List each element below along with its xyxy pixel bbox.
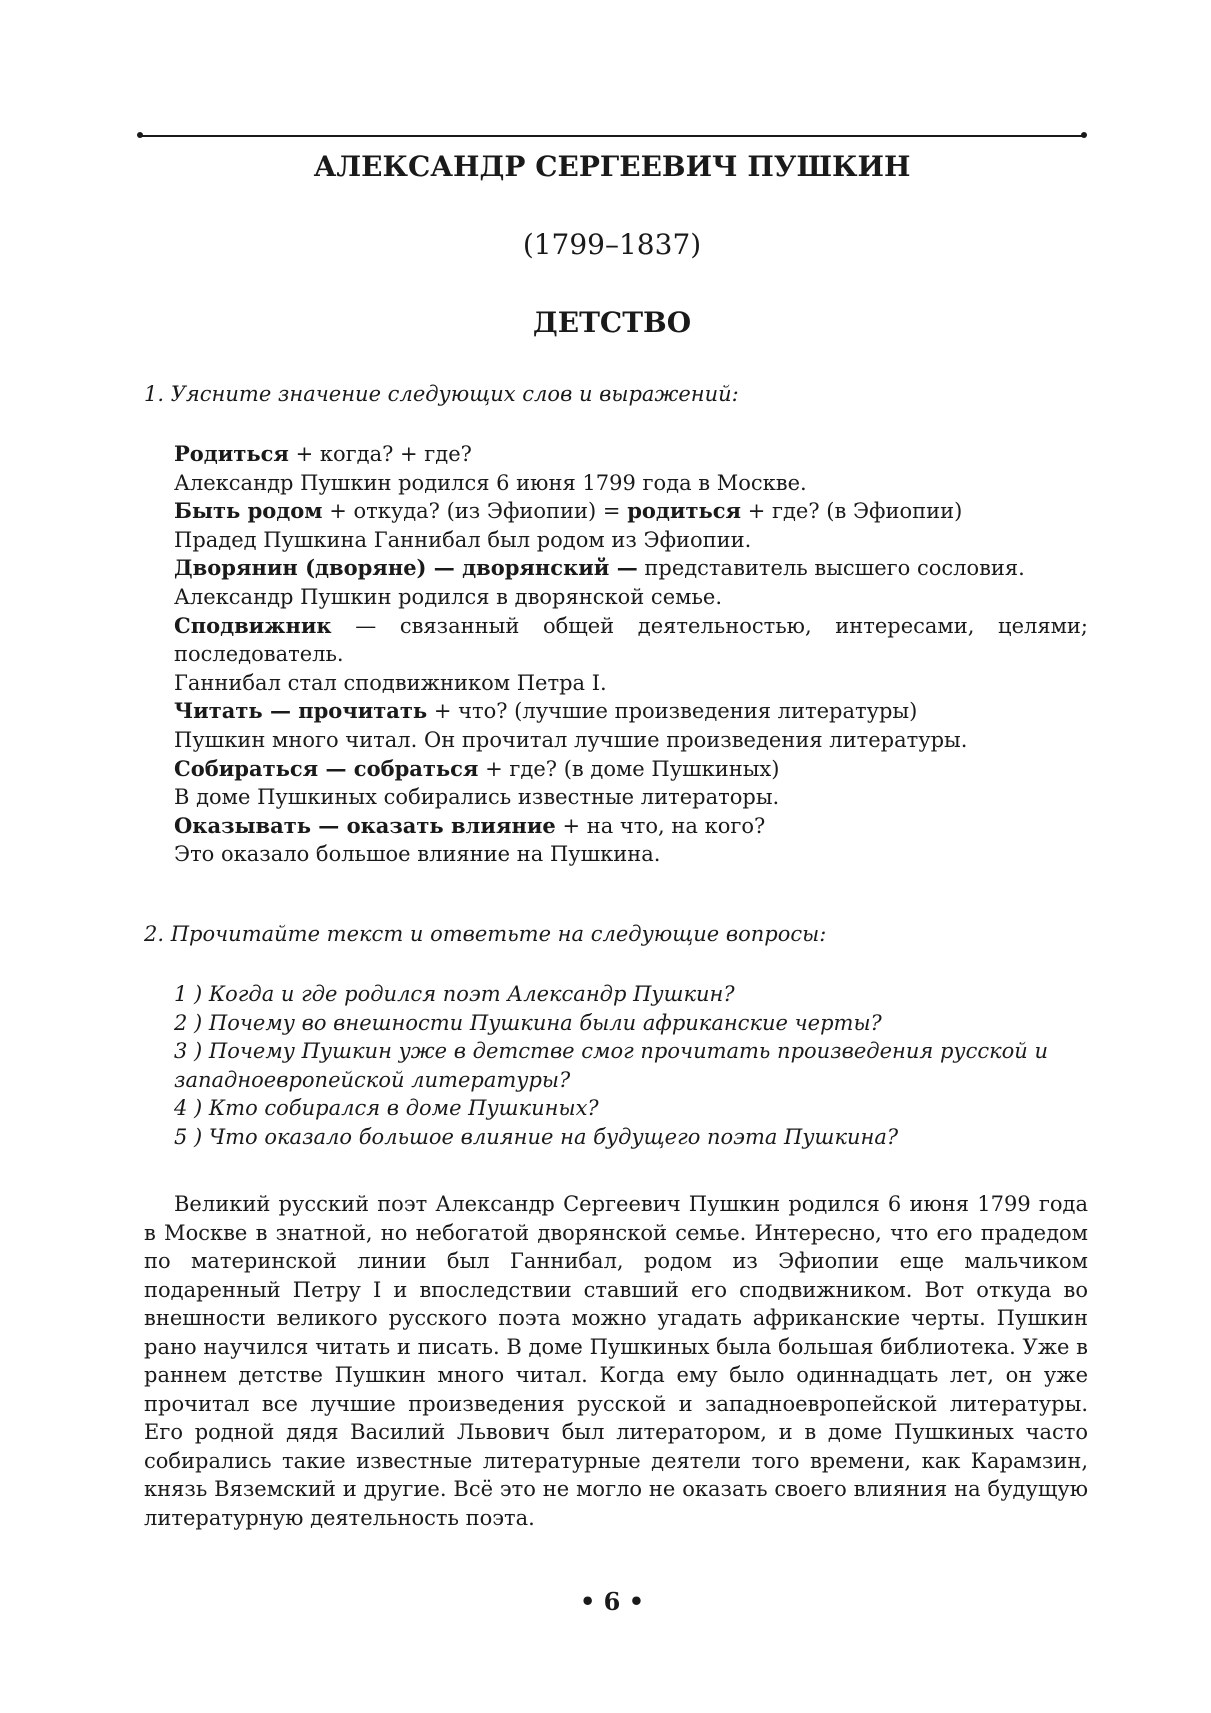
reading-text: Великий русский поэт Александр Сергеевич Пушкин родился 6 июня 1799 года в Москве в знатной, но небогатой дворянской семье. Интересно, что его прадедом по материнской линии был Ганнибал, родом из Эфиопии еще мальчиком подаренный Петру I и впоследствии ставший его сподвижником. Вот откуда во внешности великого русского поэта можно угадать африканские черты. Пушкин рано научился читать и писать. В доме Пушкиных была большая библиотека. Уже в раннем детстве Пушкин много читал. Когда ему было одиннадцать лет, он уже прочитал все лучшие произведения русской и западноевропейской литературы. Его родной дядя Василий Львович был литератором, и в доме Пушкиных часто собирались такие известные литературные деятели того времени, как Карамзин, князь Вяземский и другие. Всё это не могло не оказать своего влияния на будущую литературную деятельность поэта. [144, 1192, 1088, 1530]
vocab-line: Ганнибал стал сподвижником Петра I. [174, 670, 607, 695]
question-item: 5 ) Что оказало большое влияние на будущего поэта Пушкина? [174, 1124, 899, 1149]
vocab-line: Пушкин много читал. Он прочитал лучшие произведения литературы. [174, 727, 968, 752]
header-rule [140, 135, 1084, 137]
vocab-line: Александр Пушкин родился в дворянской семье. [174, 584, 722, 609]
questions-list [174, 980, 1088, 1152]
question-item: 1 ) Когда и где родился поэт Александр Пушкин? [174, 982, 735, 1006]
vocab-line: Родиться + когда? + где? [174, 441, 472, 466]
vocab-line: Быть родом + откуда? (из Эфиопии) = родиться + где? (в Эфиопии) [174, 498, 963, 524]
vocab-line: Это оказало большое влияние на Пушкина. [174, 842, 661, 867]
vocab-line: Дворянин (дворяне) — дворянский — представитель высшего сословия. [174, 555, 1025, 581]
vocab-line: Прадед Пушкина Ганнибал был родом из Эфиопии. [174, 527, 752, 552]
vocab-line: Сподвижник — связанный общей деятельностью, интересами, целями; последователь. [174, 612, 1088, 667]
page-number: • 6 • [579, 1587, 645, 1616]
task1-title: 1. Уясните значение следующих слов и выражений: [144, 382, 739, 406]
task2-title: 2. Прочитайте текст и ответьте на следующие вопросы: [144, 922, 827, 946]
chapter-title: ДЕТСТВО [532, 306, 692, 339]
question-item: 2 ) Почему во внешности Пушкина были африканские черты? [174, 1010, 882, 1035]
vocab-line: Собираться — собраться + где? (в доме Пушкиных) [174, 755, 780, 781]
author-years: (1799–1837) [522, 228, 702, 261]
question-item: 3 ) Почему Пушкин уже в детстве смог прочитать произведения русской и западноевропейской литературы? [174, 1039, 1049, 1092]
page-title: АЛЕКСАНДР СЕРГЕЕВИЧ ПУШКИН [313, 150, 911, 183]
vocab-line: Оказывать — оказать влияние + на что, на кого? [174, 812, 766, 838]
rule-dot-right [1081, 132, 1087, 138]
vocabulary-list [174, 440, 1088, 869]
rule-dot-left [137, 132, 143, 138]
vocab-line: Александр Пушкин родился 6 июня 1799 года в Москве. [174, 470, 807, 495]
vocab-line: В доме Пушкиных собирались известные литераторы. [174, 785, 780, 810]
question-item: 4 ) Кто собирался в доме Пушкиных? [174, 1096, 599, 1121]
vocab-line: Читать — прочитать + что? (лучшие произведения литературы) [174, 698, 918, 724]
